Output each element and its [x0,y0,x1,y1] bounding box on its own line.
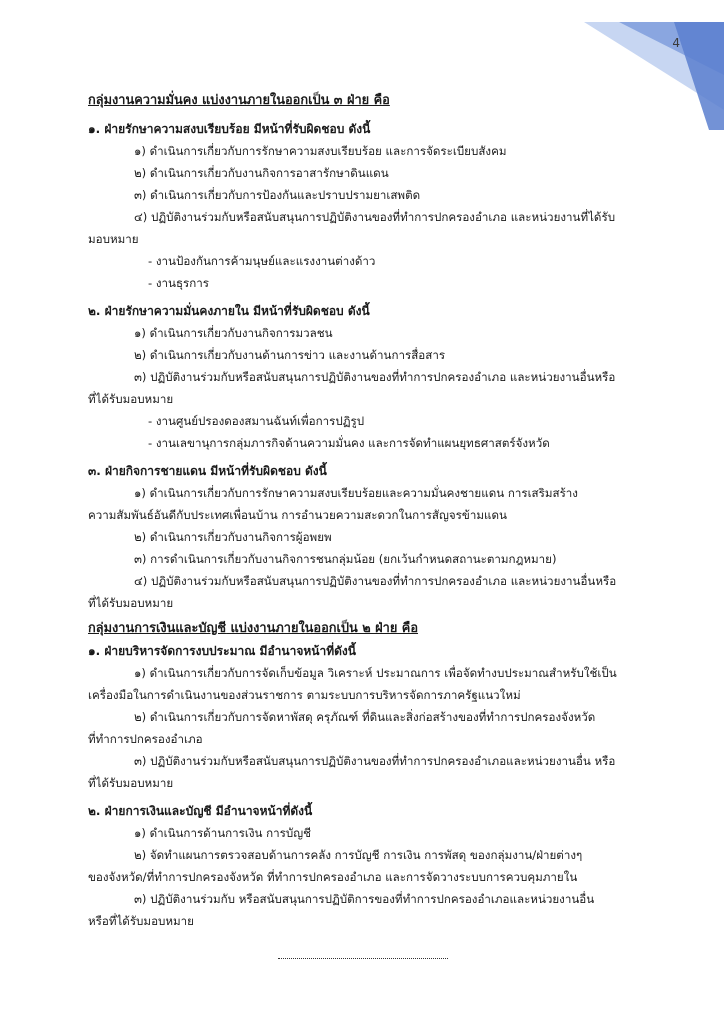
g1-s1-item2: ๒) ดำเนินการเกี่ยวกับงานกิจการอาสารักษาดินแดน [134,166,389,180]
g1-s3-item4: ๔) ปฏิบัติงานร่วมกับหรือสนับสนุนการปฏิบัติงานของที่ทำการปกครองอำเภอ และหน่วยงานอื่นหรือ [134,574,617,588]
g2-s2-item3: ๓) ปฏิบัติงานร่วมกับ หรือสนับสนุนการปฏิบัติการของที่ทำการปกครองอำเภอและหน่วยงานอื่น [134,892,595,906]
g2-s1-item2-cont: ที่ทำการปกครองอำเภอ [88,732,203,746]
group1-heading-rest: แบ่งงานภายในออกเป็น ๓ ฝ่าย คือ [197,93,390,108]
g1-s3-item3: ๓) การดำเนินการเกี่ยวกับงานกิจการชนกลุ่มน้อย (ยกเว้นกำหนดสถานะตามกฎหมาย) [134,552,557,566]
group2-heading-title: กลุ่มงานการเงินและบัญชี [88,621,227,636]
g2-s2-item2: ๒) จัดทำแผนการตรวจสอบด้านการคลัง การบัญชี การเงิน การพัสดุ ของกลุ่มงาน/ฝ่ายต่างๆ [134,848,583,862]
group1-heading-title: กลุ่มงานความมั่นคง [88,93,198,108]
g1-s3-item1: ๑) ดำเนินการเกี่ยวกับการรักษาความสงบเรียบร้อยและความมั่นคงชายแดน การเสริมสร้าง [134,486,578,500]
g2-s1-item3: ๓) ปฏิบัติงานร่วมกับหรือสนับสนุนการปฏิบัติงานของที่ทำการปกครองอำเภอและหน่วยงานอื่น หรือ [134,754,616,768]
g1-section2-title: ๒. ฝ่ายรักษาความมั่นคงภายใน มีหน้าที่รับผิดชอบ ดังนี้ [88,304,370,318]
g1-s1-item1: ๑) ดำเนินการเกี่ยวกับการรักษาความสงบเรียบร้อย และการจัดระเบียบสังคม [134,144,507,158]
g1-s2-item3-cont: ที่ได้รับมอบหมาย [88,392,174,406]
g2-s1-item2: ๒) ดำเนินการเกี่ยวกับการจัดหาพัสดุ ครุภัณฑ์ ที่ดินและสิ่งก่อสร้างของที่ทำการปกครองจังหวัด [134,710,596,724]
g1-s2-item3: ๓) ปฏิบัติงานร่วมกับหรือสนับสนุนการปฏิบัติงานของที่ทำการปกครองอำเภอ และหน่วยงานอื่นหรือ [134,370,616,384]
g2-section1-title: ๑. ฝ่ายบริหารจัดการงบประมาณ มีอำนาจหน้าที่ดังนี้ [88,644,356,658]
g2-s1-item1-cont: เครื่องมือในการดำเนินงานของส่วนราชการ ตามระบบการบริหารจัดการภาครัฐแนวใหม่ [88,688,521,702]
g1-s1-sub1: - งานป้องกันการค้ามนุษย์และแรงงานต่างด้าว [148,254,376,268]
g2-section2-title: ๒. ฝ่ายการเงินและบัญชี มีอำนาจหน้าที่ดังนี้ [88,804,313,818]
g1-s1-item4-cont: มอบหมาย [88,232,139,246]
g1-s2-item2: ๒) ดำเนินการเกี่ยวกับงานด้านการข่าว และงานด้านการสื่อสาร [134,348,446,362]
g1-s1-item3: ๓) ดำเนินการเกี่ยวกับการป้องกันและปราบปรามยาเสพติด [134,188,421,202]
g2-s1-item1: ๑) ดำเนินการเกี่ยวกับการจัดเก็บข้อมูล วิเคราะห์ ประมาณการ เพื่อจัดทำงบประมาณสำหรับใช้เป็น [134,666,617,680]
g2-s2-item1: ๑) ดำเนินการด้านการเงิน การบัญชี [134,826,311,840]
g1-s3-item4-cont: ที่ได้รับมอบหมาย [88,596,174,610]
page-number: 4 [672,36,680,50]
g2-s2-item3-cont: หรือที่ได้รับมอบหมาย [88,914,194,928]
g1-section1-title: ๑. ฝ่ายรักษาความสงบเรียบร้อย มีหน้าที่รับผิดชอบ ดังนี้ [88,122,371,136]
g2-s2-item2-cont: ของจังหวัด/ที่ทำการปกครองจังหวัด ที่ทำการปกครองอำเภอ และการจัดวางระบบการควบคุมภายใน [88,870,578,884]
group2-heading [88,618,648,640]
group1-heading [88,90,648,112]
g1-s1-item4: ๔) ปฏิบัติงานร่วมกับหรือสนับสนุนการปฏิบัติงานของที่ทำการปกครองอำเภอ และหน่วยงานที่ได้รับ [134,210,616,224]
group2-heading-rest: แบ่งงานภายในออกเป็น ๒ ฝ่าย คือ [226,621,419,636]
g1-s2-item1: ๑) ดำเนินการเกี่ยวกับงานกิจการมวลชน [134,326,333,340]
document-body [88,90,648,932]
g1-s1-sub2: - งานธุรการ [148,276,210,290]
dotted-separator [278,958,448,959]
g1-section3-title: ๓. ฝ่ายกิจการชายแดน มีหน้าที่รับผิดชอบ ดังนี้ [88,464,327,478]
g2-s1-item3-cont: ที่ได้รับมอบหมาย [88,776,174,790]
g1-s3-item2: ๒) ดำเนินการเกี่ยวกับงานกิจการผู้อพยพ [134,530,332,544]
g1-s2-sub2: - งานเลขานุการกลุ่มภารกิจด้านความมั่นคง และการจัดทำแผนยุทธศาสตร์จังหวัด [148,436,550,450]
g1-s3-item1-cont: ความสัมพันธ์อันดีกับประเทศเพื่อนบ้าน การอำนวยความสะดวกในการสัญจรข้ามแดน [88,508,507,522]
g1-s2-sub1: - งานศูนย์ปรองดองสมานฉันท์เพื่อการปฏิรูป [148,414,365,428]
